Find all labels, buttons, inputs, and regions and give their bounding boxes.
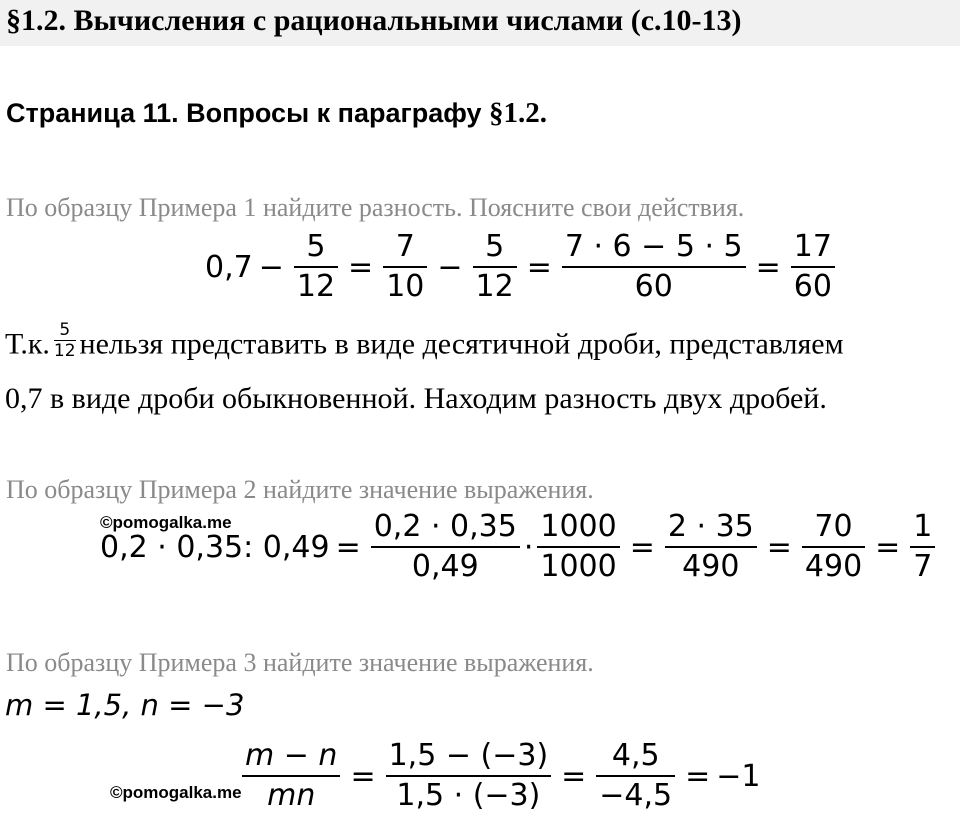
numerator: 5 — [485, 229, 505, 264]
equals-sign: = — [755, 249, 781, 285]
equals-sign: = — [561, 758, 587, 794]
numerator: 5 — [306, 229, 326, 264]
denominator: 12 — [296, 269, 336, 304]
task1-equation — [205, 228, 839, 306]
section-heading-text: Страница 11. Вопросы к параграфу — [6, 98, 490, 128]
fraction — [386, 737, 552, 815]
watermark: ©pomogalka.me — [100, 513, 232, 532]
task2-prompt: По образцу Примера 2 найдите значение выражения. — [6, 475, 594, 504]
multiply-dot: · — [523, 529, 534, 565]
page-title: §1.2. Вычисления с рациональными числами (с.10-13) — [6, 4, 742, 37]
numerator: 1,5 − (−3) — [388, 738, 549, 773]
task3-prompt: По образцу Примера 3 найдите значение выражения. — [6, 648, 594, 677]
denominator: 490 — [804, 549, 863, 584]
denominator: 60 — [634, 269, 673, 304]
denominator: 1000 — [540, 549, 617, 584]
numerator: 1 — [913, 509, 933, 544]
denominator: 60 — [793, 269, 832, 304]
numerator: 1000 — [540, 509, 617, 544]
denominator: 12 — [53, 341, 76, 361]
numerator: 4,5 — [611, 738, 660, 773]
numerator: 0,2 · 0,35 — [373, 509, 517, 544]
numerator: 7 — [395, 229, 415, 264]
section-heading — [6, 97, 547, 130]
numerator: 2 · 35 — [667, 509, 754, 544]
equals-sign: = — [629, 529, 655, 565]
equals-sign: = — [348, 249, 374, 285]
denominator: mn — [267, 778, 316, 813]
task2-lhs: 0,2 · 0,35: 0,49 — [100, 529, 330, 565]
inline-fraction — [54, 320, 76, 361]
task2-equation — [100, 508, 939, 586]
explanation-text: нельзя представить в виде десятичной дроби, представляем — [79, 327, 844, 361]
fraction — [562, 228, 746, 306]
explanation-prefix: Т.к. — [5, 327, 50, 361]
task1-explanation-line2: 0,7 в виде дроби обыкновенной. Находим разность двух дробей. — [5, 382, 827, 415]
task3-given-values: m = 1,5, n = −3 — [5, 688, 245, 722]
denominator: 0,49 — [411, 549, 479, 584]
numerator: 70 — [814, 509, 853, 544]
minus-sign: − — [437, 249, 463, 285]
task3-equation — [238, 737, 761, 815]
fraction — [383, 228, 427, 306]
task1-prompt: По образцу Примера 1 найдите разность. Поясните свои действия. — [6, 193, 745, 222]
result-value: −1 — [716, 758, 761, 794]
minus-sign: − — [258, 249, 284, 285]
fraction — [294, 228, 338, 306]
denominator: 1,5 · (−3) — [396, 778, 541, 813]
fraction — [473, 228, 517, 306]
numerator: 17 — [793, 229, 832, 264]
fraction — [665, 508, 757, 586]
denominator: −4,5 — [599, 778, 673, 813]
numerator: 7 · 6 − 5 · 5 — [564, 229, 743, 264]
task1-explanation-line1 — [5, 320, 844, 367]
fraction — [802, 508, 865, 586]
fraction — [791, 228, 835, 306]
equals-sign: = — [875, 529, 901, 565]
numerator: m − n — [245, 738, 338, 773]
denominator: 490 — [682, 549, 740, 584]
denominator: 7 — [913, 549, 933, 584]
task1-term: 0,7 — [205, 249, 253, 285]
equals-sign: = — [335, 529, 361, 565]
watermark: ©pomogalka.me — [110, 783, 242, 802]
denominator: 12 — [475, 269, 514, 304]
fraction — [242, 737, 340, 815]
section-heading-number: §1.2. — [489, 97, 548, 129]
denominator: 10 — [386, 269, 425, 304]
equals-sign: = — [526, 249, 552, 285]
equals-sign: = — [685, 758, 711, 794]
fraction — [537, 508, 619, 586]
equals-sign: = — [766, 529, 792, 565]
fraction — [596, 737, 675, 815]
numerator: 5 — [59, 320, 71, 340]
equals-sign: = — [350, 758, 376, 794]
fraction — [910, 508, 935, 586]
fraction — [371, 508, 520, 586]
